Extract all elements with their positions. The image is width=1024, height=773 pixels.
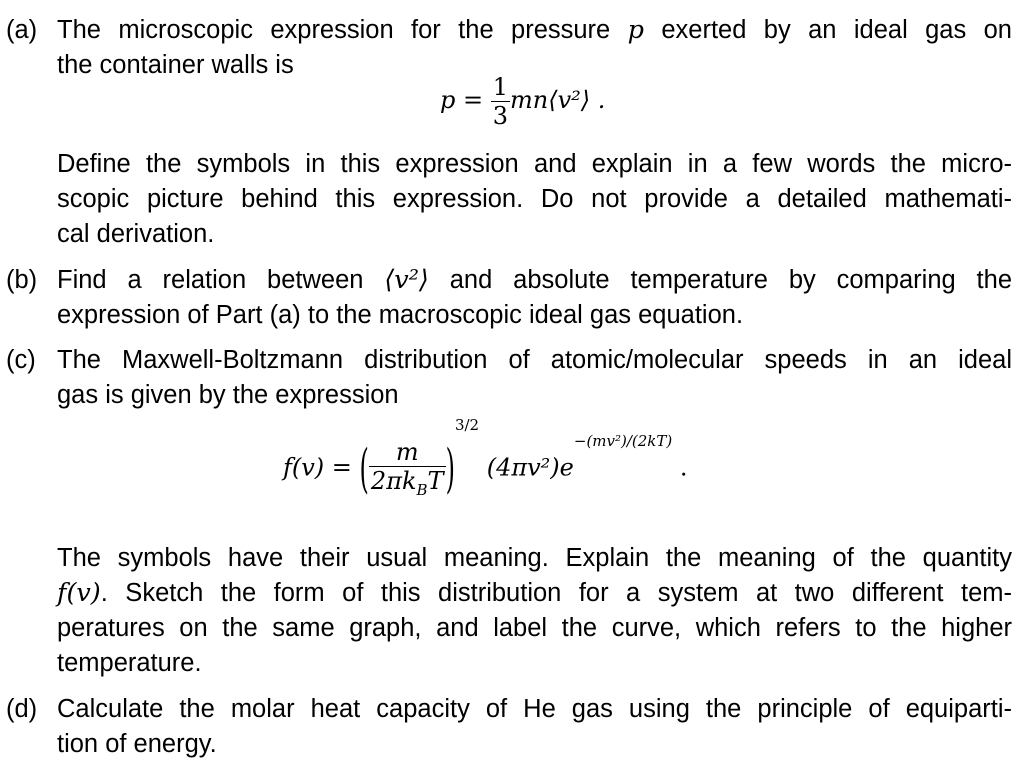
part-c-para-line-4: temperature. xyxy=(57,649,202,677)
part-c-para-line-2: f(v). Sketch the form of this distribution for a system at two different tem- xyxy=(57,578,1012,608)
part-b-line-1: Find a relation between ⟨v²⟩ and absolute temperature by comparing the xyxy=(57,265,1013,295)
part-c-line-2: gas is given by the expression xyxy=(57,381,399,409)
part-b-label: (b) xyxy=(6,266,38,294)
part-c-line-1: The Maxwell-Boltzmann distribution of atomic/molecular speeds in an ideal xyxy=(57,346,1012,374)
part-a-para-line-2: scopic picture behind this expression. Do not provide a detailed mathemati- xyxy=(57,185,1012,213)
part-c-label: (c) xyxy=(6,346,36,374)
part-a-label: (a) xyxy=(6,16,38,44)
pressure-equation: p = $\frac{1}{3}$ mn⟨v²⟩ . xyxy=(440,73,606,130)
right-paren: ) xyxy=(445,438,455,500)
part-a-para-line-3: cal derivation. xyxy=(57,220,215,248)
left-paren: ( xyxy=(359,438,369,500)
part-a-para-line-1: Define the symbols in this expression and explain in a few words the micro- xyxy=(57,150,1012,178)
part-d-line-1: Calculate the molar heat capacity of He gas using the principle of equiparti- xyxy=(57,695,1012,723)
part-c-para-line-1: The symbols have their usual meaning. Explain the meaning of the quantity xyxy=(57,544,1012,572)
mass-over-temp-fraction: $\frac{m}{2\pi k_BT}$ xyxy=(370,438,444,499)
part-a-line-1: The microscopic expression for the pressure p exerted by an ideal gas on xyxy=(57,15,1012,45)
part-d-label: (d) xyxy=(6,695,38,723)
part-d-line-2: tion of energy. xyxy=(57,730,217,758)
maxwell-boltzmann-equation: f(v) = ( $\frac{m}{2\pi k_BT}$ )$^{3/2}$ $(4\pi v^2)e^{-(mv^2)/(2kT)}$ . xyxy=(283,416,688,500)
part-a-line-2: the container walls is xyxy=(57,51,294,79)
one-third-fraction: $\frac{1}{3}$ xyxy=(492,73,509,130)
part-c-para-line-3: peratures on the same graph, and label the curve, which refers to the higher xyxy=(57,614,1012,642)
part-b-line-2: expression of Part (a) to the macroscopic ideal gas equation. xyxy=(57,301,744,329)
